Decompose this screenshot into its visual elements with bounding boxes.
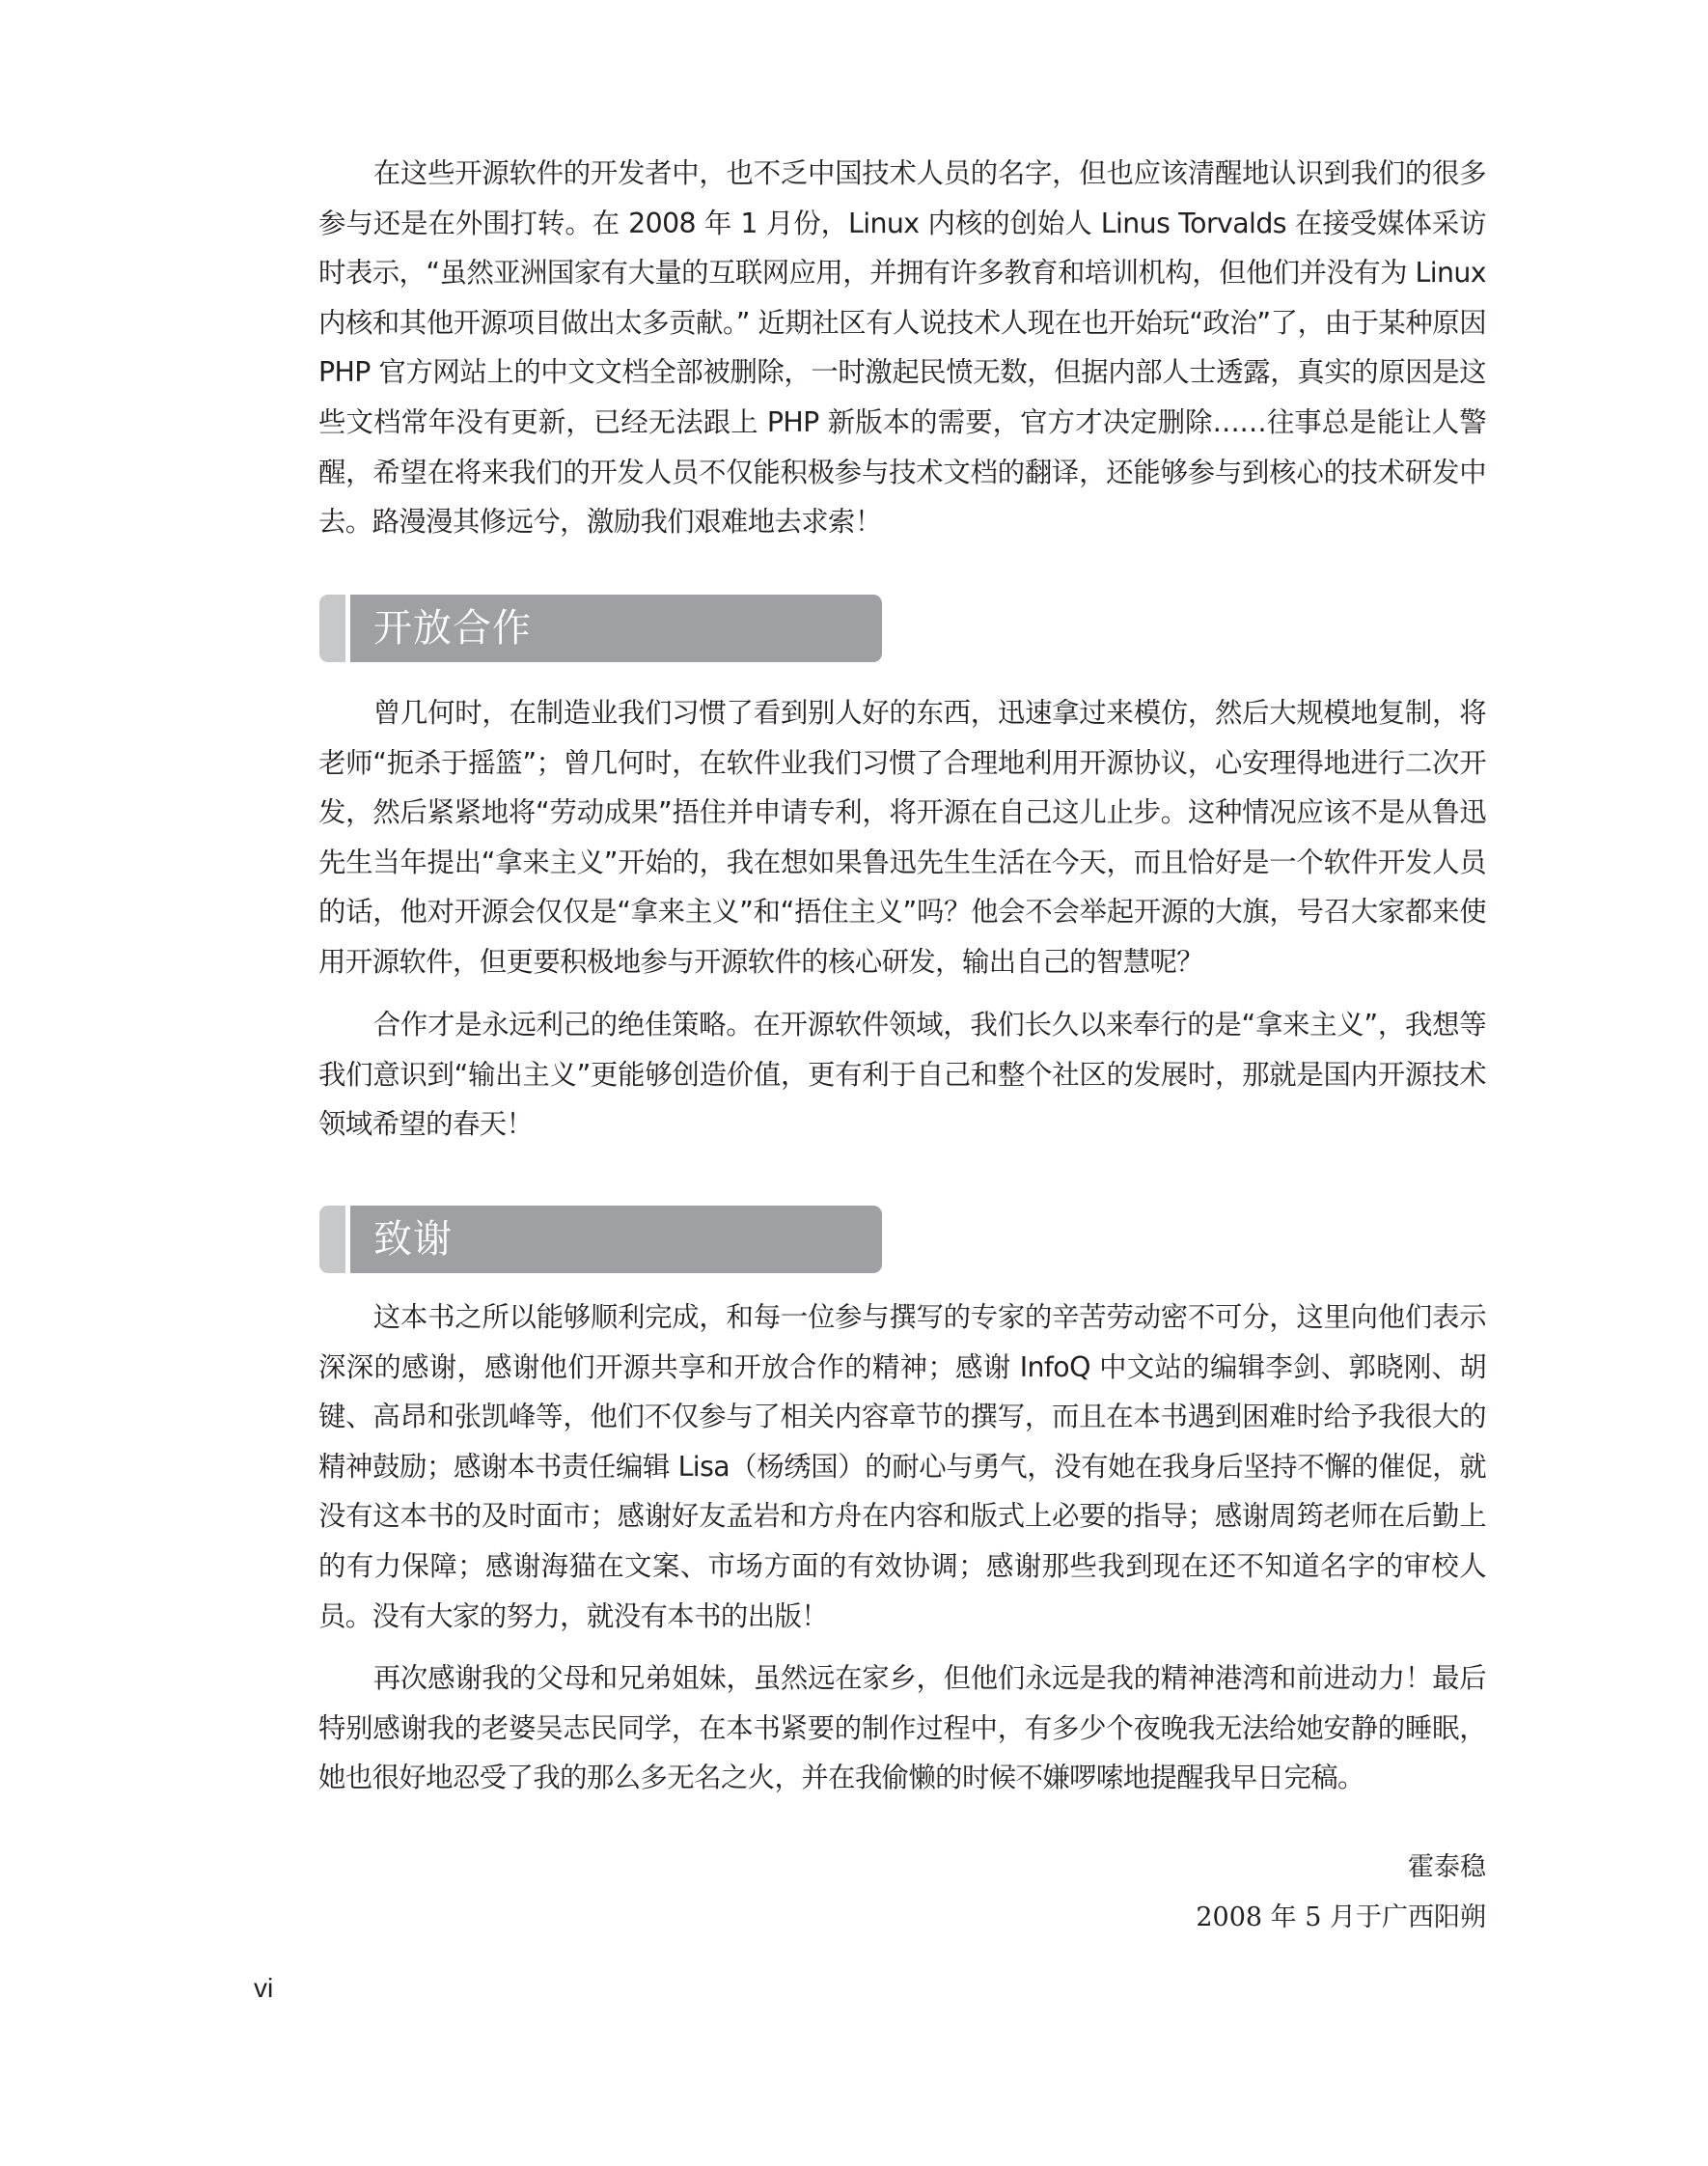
heading-tab-decoration <box>319 1206 345 1273</box>
signature-date-place: 2008 年 5 月于广西阳朔 <box>1196 1902 1486 1932</box>
signature-author: 霍泰稳 <box>1408 1852 1486 1882</box>
section-heading-open-cooperation <box>319 595 882 662</box>
intro-paragraph: 在这些开源软件的开发者中，也不乏中国技术人员的名字，但也应该清醒地认识到我们的很多参与还是在外围打转。在 2008 年 1 月份，Linux 内核的创始人 Linus Torvalds 在接受媒体采访时表示，“虽然亚洲国家有大量的互联网应用，并拥有许多教育和培训机构，但他们并没有为 Linux 内核和其他开源项目做出太多贡献。” 近期社区有人说技术人现在也开始玩“政治”了，由于某种原因 PHP 官方网站上的中文文档全部被删除，一时激起民愤无数，但据内部人士透露，真实的原因是这些文档常年没有更新，已经无法跟上 PHP 新版本的需要，官方才决定删除……往事总是能让人警醒，希望在将来我们的开发人员不仅能积极参与技术文档的翻译，还能够参与到核心的技术研发中去。路漫漫其修远兮，激励我们艰难地去求索！ <box>318 157 1486 539</box>
section-heading-acknowledgements <box>319 1206 882 1273</box>
cooperation-paragraph-1: 曾几何时，在制造业我们习惯了看到别人好的东西，迅速拿过来模仿，然后大规模地复制，将老师“扼杀于摇篮”；曾几何时，在软件业我们习惯了合理地利用开源协议，心安理得地进行二次开发，然后紧紧地将“劳动成果”捂住并申请专利，将开源在自己这儿止步。这种情况应该不是从鲁迅先生当年提出“拿来主义”开始的，我在想如果鲁迅先生生活在今天，而且恰好是一个软件开发人员的话，他对开源会仅仅是“拿来主义”和“捂住主义”吗？他会不会举起开源的大旗，号召大家都来使用开源软件，但更要积极地参与开源软件的核心研发，输出自己的智慧呢？ <box>318 697 1486 978</box>
acknowledgements-paragraph-1: 这本书之所以能够顺利完成，和每一位参与撰写的专家的辛苦劳动密不可分，这里向他们表示深深的感谢，感谢他们开源共享和开放合作的精神；感谢 InfoQ 中文站的编辑李剑、郭晓刚、胡键、高昂和张凯峰等，他们不仅参与了相关内容章节的撰写，而且在本书遇到困难时给予我很大的精神鼓励；感谢本书责任编辑 Lisa（杨绣国）的耐心与勇气，没有她在我身后坚持不懈的催促，就没有这本书的及时面市；感谢好友孟岩和方舟在内容和版式上必要的指导；感谢周筠老师在后勤上的有力保障；感谢海猫在文案、市场方面的有效协调；感谢那些我到现在还不知道名字的审校人员。没有大家的努力，就没有本书的出版！ <box>318 1301 1486 1632</box>
section-title: 开放合作 <box>373 606 532 651</box>
cooperation-paragraph-2: 合作才是永远利己的绝佳策略。在开源软件领域，我们长久以来奉行的是“拿来主义”，我想等我们意识到“输出主义”更能够创造价值，更有利于自己和整个社区的发展时，那就是国内开源技术领域希望的春天！ <box>318 1009 1486 1141</box>
page-number: vi <box>254 1973 274 2003</box>
heading-tab-decoration <box>319 595 345 662</box>
acknowledgements-paragraph-2: 再次感谢我的父母和兄弟姐妹，虽然远在家乡，但他们永远是我的精神港湾和前进动力！最后特别感谢我的老婆吴志民同学，在本书紧要的制作过程中，有多少个夜晚我无法给她安静的睡眠，她也很好地忍受了我的那么多无名之火，并在我偷懒的时候不嫌啰嗦地提醒我早日完稿。 <box>318 1662 1486 1794</box>
section-title: 致谢 <box>373 1217 453 1262</box>
